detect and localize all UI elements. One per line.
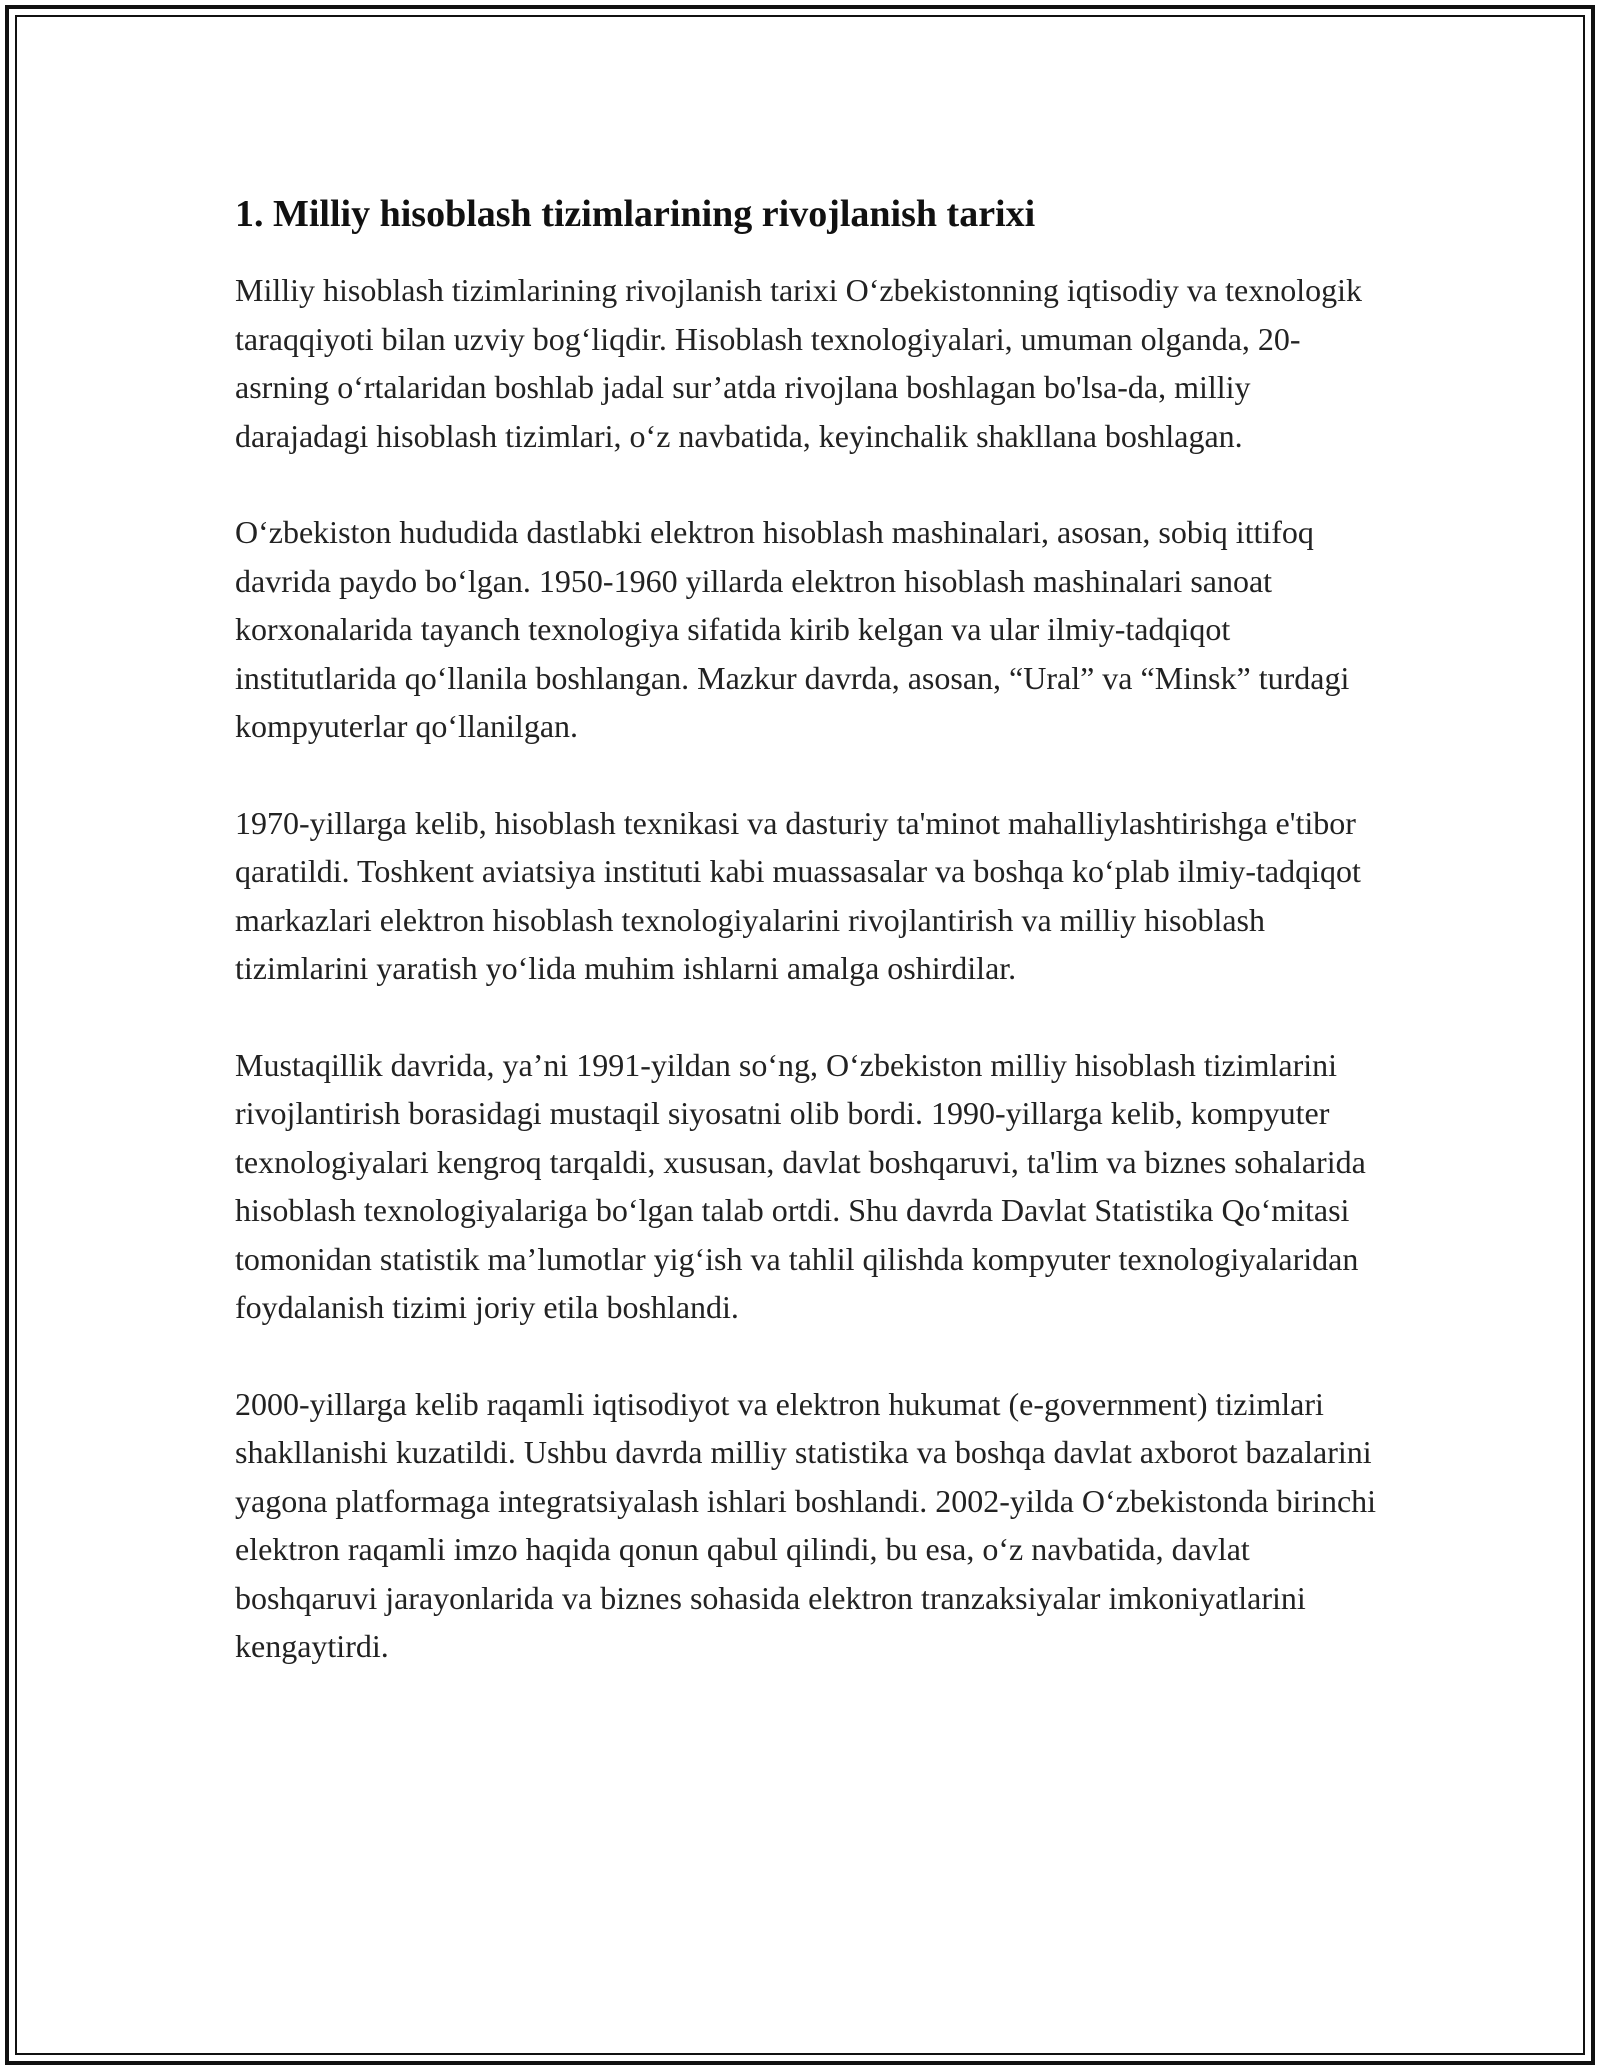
paragraph-4: Mustaqillik davrida, ya’ni 1991-yildan so‘ng, O‘zbekiston milliy hisoblash tizimlarini rivojlantirish borasidagi mustaqil siyosatni olib bordi. 1990-yillarga kelib, kompyuter texnologiyalari kengroq tarqaldi, xususan, davlat boshqaruvi, ta'lim va biznes sohalarida hisoblash texnologiyalariga bo‘lgan talab ortdi. Shu davrda Davlat Statistika Qo‘mitasi tomonidan statistik ma’lumotlar yig‘ish va tahlil qilishda kompyuter texnologiyalaridan foydalanish tizimi joriy etila boshlandi.: [235, 1046, 1366, 1325]
section-heading: 1. Milliy hisoblash tizimlarining rivojlanish tarixi: [235, 193, 1036, 235]
paragraph-1: Milliy hisoblash tizimlarining rivojlanish tarixi O‘zbekistonning iqtisodiy va texnologik taraqqiyoti bilan uzviy bog‘liqdir. Hisoblash texnologiyalari, umuman olganda, 20-asrning o‘rtalaridan boshlab jadal sur’atda rivojlana boshlagan bo'lsa-da, milliy darajadagi hisoblash tizimlari, o‘z navbatida, keyinchalik shakllana boshlagan.: [235, 272, 1362, 454]
paragraph-5: 2000-yillarga kelib raqamli iqtisodiyot va elektron hukumat (e-government) tizimlari shakllanishi kuzatildi. Ushbu davrda milliy statistika va boshqa davlat axborot bazalarini yagona platformaga integratsiyalash ishlari boshlandi. 2002-yilda O‘zbekistonda birinchi elektron raqamli imzo haqida qonun qabul qilindi, bu esa, o‘z navbatida, davlat boshqaruvi jarayonlarida va biznes sohasida elektron tranzaksiyalar imkoniyatlarini kengaytirdi.: [235, 1385, 1377, 1664]
paragraph-3: 1970-yillarga kelib, hisoblash texnikasi va dasturiy ta'minot mahalliylashtirishga e'tibor qaratildi. Toshkent aviatsiya instituti kabi muassasalar va boshqa ko‘plab ilmiy-tadqiqot markazlari elektron hisoblash texnologiyalarini rivojlantirish va milliy hisoblash tizimlarini yaratish yo‘lida muhim ishlarni amalga oshirdilar.: [235, 804, 1361, 986]
paragraph-2: O‘zbekiston hududida dastlabki elektron hisoblash mashinalari, asosan, sobiq ittifoq davrida paydo bo‘lgan. 1950-1960 yillarda elektron hisoblash mashinalari sanoat korxonalarida tayanch texnologiya sifatida kirib kelgan va ular ilmiy-tadqiqot institutlarida qo‘llanila boshlangan. Mazkur davrda, asosan, “Ural” va “Minsk” turdagi kompyuterlar qo‘llanilgan.: [235, 514, 1350, 744]
document-body: [235, 188, 1385, 1719]
